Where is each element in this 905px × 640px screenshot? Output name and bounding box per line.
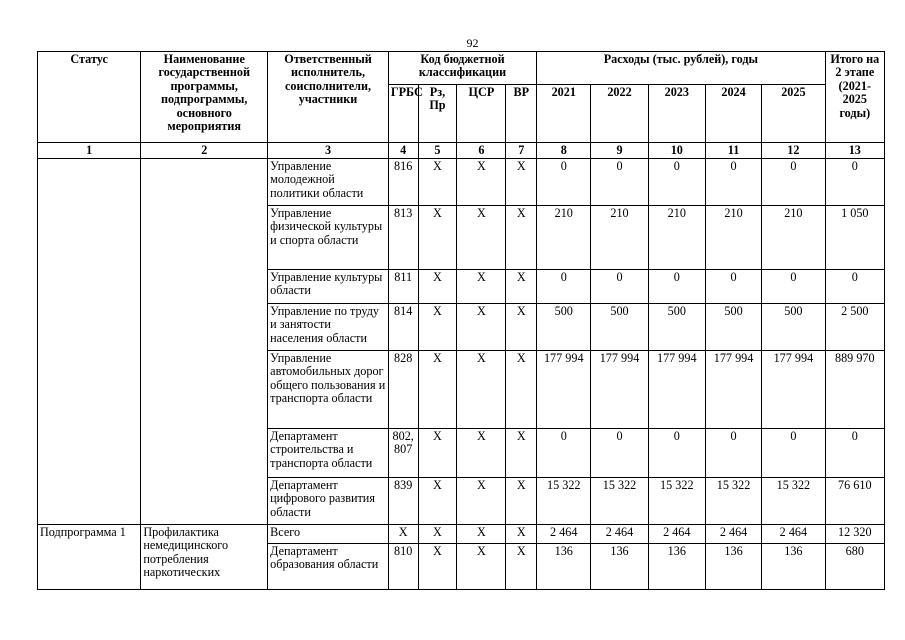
value-2021-cell: 2 464	[537, 525, 591, 544]
csr-cell: X	[457, 478, 506, 525]
value-2023-cell: 136	[648, 544, 705, 590]
program-name-cell: Профилактика немедицинского потребления наркотических	[141, 525, 268, 590]
table-row	[38, 525, 885, 544]
executor-cell: Управление физической культуры и спорта области	[268, 206, 389, 270]
column-number: 3	[268, 143, 389, 159]
total-cell: 680	[825, 544, 884, 590]
header-grbs: ГРБС	[388, 85, 418, 143]
executor-cell: Департамент цифрового развития области	[268, 478, 389, 525]
grbs-cell: 839	[388, 478, 418, 525]
rzpr-cell: X	[418, 544, 457, 590]
rzpr-cell: X	[418, 304, 457, 351]
header-year-2024: 2024	[705, 85, 761, 143]
header-csr: ЦСР	[457, 85, 506, 143]
column-number-row	[38, 143, 885, 159]
value-2023-cell: 2 464	[648, 525, 705, 544]
value-2022-cell: 15 322	[591, 478, 648, 525]
status-cell: Подпрограмма 1	[38, 525, 141, 590]
value-2021-cell: 177 994	[537, 351, 591, 429]
grbs-cell: 813	[388, 206, 418, 270]
column-number: 5	[418, 143, 457, 159]
value-2024-cell: 0	[705, 429, 761, 478]
grbs-cell: 814	[388, 304, 418, 351]
vr-cell: X	[506, 478, 537, 525]
value-2025-cell: 177 994	[762, 351, 825, 429]
total-cell: 889 970	[825, 351, 884, 429]
header-year-2022: 2022	[591, 85, 648, 143]
header-rzpr: Рз, Пр	[418, 85, 457, 143]
value-2023-cell: 0	[648, 159, 705, 206]
value-2024-cell: 136	[705, 544, 761, 590]
value-2022-cell: 0	[591, 429, 648, 478]
header-executor: Ответственный исполнитель, соисполнители, участники	[268, 52, 389, 143]
value-2021-cell: 500	[537, 304, 591, 351]
value-2025-cell: 2 464	[762, 525, 825, 544]
executor-cell: Всего	[268, 525, 389, 544]
column-number: 11	[705, 143, 761, 159]
value-2024-cell: 0	[705, 159, 761, 206]
header-row-1	[38, 52, 885, 85]
value-2023-cell: 210	[648, 206, 705, 270]
total-cell: 1 050	[825, 206, 884, 270]
total-cell: 0	[825, 429, 884, 478]
csr-cell: X	[457, 429, 506, 478]
value-2024-cell: 210	[705, 206, 761, 270]
total-cell: 2 500	[825, 304, 884, 351]
csr-cell: X	[457, 270, 506, 304]
value-2022-cell: 2 464	[591, 525, 648, 544]
csr-cell: X	[457, 351, 506, 429]
value-2022-cell: 0	[591, 270, 648, 304]
header-expenses: Расходы (тыс. рублей), годы	[537, 52, 825, 85]
total-cell: 0	[825, 159, 884, 206]
header-year-2021: 2021	[537, 85, 591, 143]
total-cell: 0	[825, 270, 884, 304]
value-2023-cell: 15 322	[648, 478, 705, 525]
column-number: 7	[506, 143, 537, 159]
vr-cell: X	[506, 159, 537, 206]
header-year-2025: 2025	[762, 85, 825, 143]
column-number: 9	[591, 143, 648, 159]
value-2022-cell: 500	[591, 304, 648, 351]
page-number: 92	[466, 36, 479, 50]
value-2025-cell: 15 322	[762, 478, 825, 525]
value-2022-cell: 0	[591, 159, 648, 206]
vr-cell: X	[506, 351, 537, 429]
budget-table	[37, 51, 885, 590]
header-year-2023: 2023	[648, 85, 705, 143]
header-vr: ВР	[506, 85, 537, 143]
csr-cell: X	[457, 159, 506, 206]
column-number: 2	[141, 143, 268, 159]
value-2021-cell: 0	[537, 429, 591, 478]
value-2024-cell: 0	[705, 270, 761, 304]
value-2025-cell: 0	[762, 159, 825, 206]
grbs-cell: 828	[388, 351, 418, 429]
rzpr-cell: X	[418, 159, 457, 206]
rzpr-cell: X	[418, 270, 457, 304]
executor-cell: Управление по труду и занятости населения области	[268, 304, 389, 351]
value-2021-cell: 136	[537, 544, 591, 590]
value-2024-cell: 500	[705, 304, 761, 351]
column-number: 1	[38, 143, 141, 159]
value-2022-cell: 177 994	[591, 351, 648, 429]
vr-cell: X	[506, 304, 537, 351]
value-2022-cell: 136	[591, 544, 648, 590]
value-2023-cell: 177 994	[648, 351, 705, 429]
program-name-cell	[141, 159, 268, 525]
value-2021-cell: 15 322	[537, 478, 591, 525]
value-2023-cell: 0	[648, 429, 705, 478]
executor-cell: Управление культуры области	[268, 270, 389, 304]
rzpr-cell: X	[418, 429, 457, 478]
rzpr-cell: X	[418, 351, 457, 429]
total-cell: 76 610	[825, 478, 884, 525]
header-status: Статус	[38, 52, 141, 143]
executor-cell: Управление автомобильных дорог общего пользования и транспорта области	[268, 351, 389, 429]
vr-cell: X	[506, 270, 537, 304]
grbs-cell: 802, 807	[388, 429, 418, 478]
value-2025-cell: 0	[762, 270, 825, 304]
executor-cell: Управление молодежной политики области	[268, 159, 389, 206]
grbs-cell: 816	[388, 159, 418, 206]
value-2021-cell: 0	[537, 270, 591, 304]
column-number: 4	[388, 143, 418, 159]
value-2024-cell: 15 322	[705, 478, 761, 525]
column-number: 10	[648, 143, 705, 159]
vr-cell: X	[506, 206, 537, 270]
column-number: 13	[825, 143, 884, 159]
value-2025-cell: 500	[762, 304, 825, 351]
header-budget-code: Код бюджетной классификации	[388, 52, 536, 85]
status-cell	[38, 159, 141, 525]
executor-cell: Департамент строительства и транспорта области	[268, 429, 389, 478]
value-2024-cell: 2 464	[705, 525, 761, 544]
header-total: Итого на 2 этапе (2021-2025 годы)	[825, 52, 884, 143]
value-2023-cell: 0	[648, 270, 705, 304]
column-number: 8	[537, 143, 591, 159]
column-number: 6	[457, 143, 506, 159]
value-2022-cell: 210	[591, 206, 648, 270]
csr-cell: X	[457, 206, 506, 270]
value-2025-cell: 210	[762, 206, 825, 270]
value-2021-cell: 210	[537, 206, 591, 270]
vr-cell: X	[506, 429, 537, 478]
grbs-cell: 810	[388, 544, 418, 590]
vr-cell: X	[506, 525, 537, 544]
csr-cell: X	[457, 544, 506, 590]
grbs-cell: 811	[388, 270, 418, 304]
value-2023-cell: 500	[648, 304, 705, 351]
vr-cell: X	[506, 544, 537, 590]
rzpr-cell: X	[418, 206, 457, 270]
csr-cell: X	[457, 304, 506, 351]
table-row	[38, 159, 885, 206]
column-number: 12	[762, 143, 825, 159]
grbs-cell: X	[388, 525, 418, 544]
total-cell: 12 320	[825, 525, 884, 544]
value-2024-cell: 177 994	[705, 351, 761, 429]
executor-cell: Департамент образования области	[268, 544, 389, 590]
csr-cell: X	[457, 525, 506, 544]
value-2025-cell: 136	[762, 544, 825, 590]
rzpr-cell: X	[418, 525, 457, 544]
rzpr-cell: X	[418, 478, 457, 525]
value-2025-cell: 0	[762, 429, 825, 478]
value-2021-cell: 0	[537, 159, 591, 206]
header-program-name: Наименование государственной программы, подпрограммы, основного мероприятия	[141, 52, 268, 143]
